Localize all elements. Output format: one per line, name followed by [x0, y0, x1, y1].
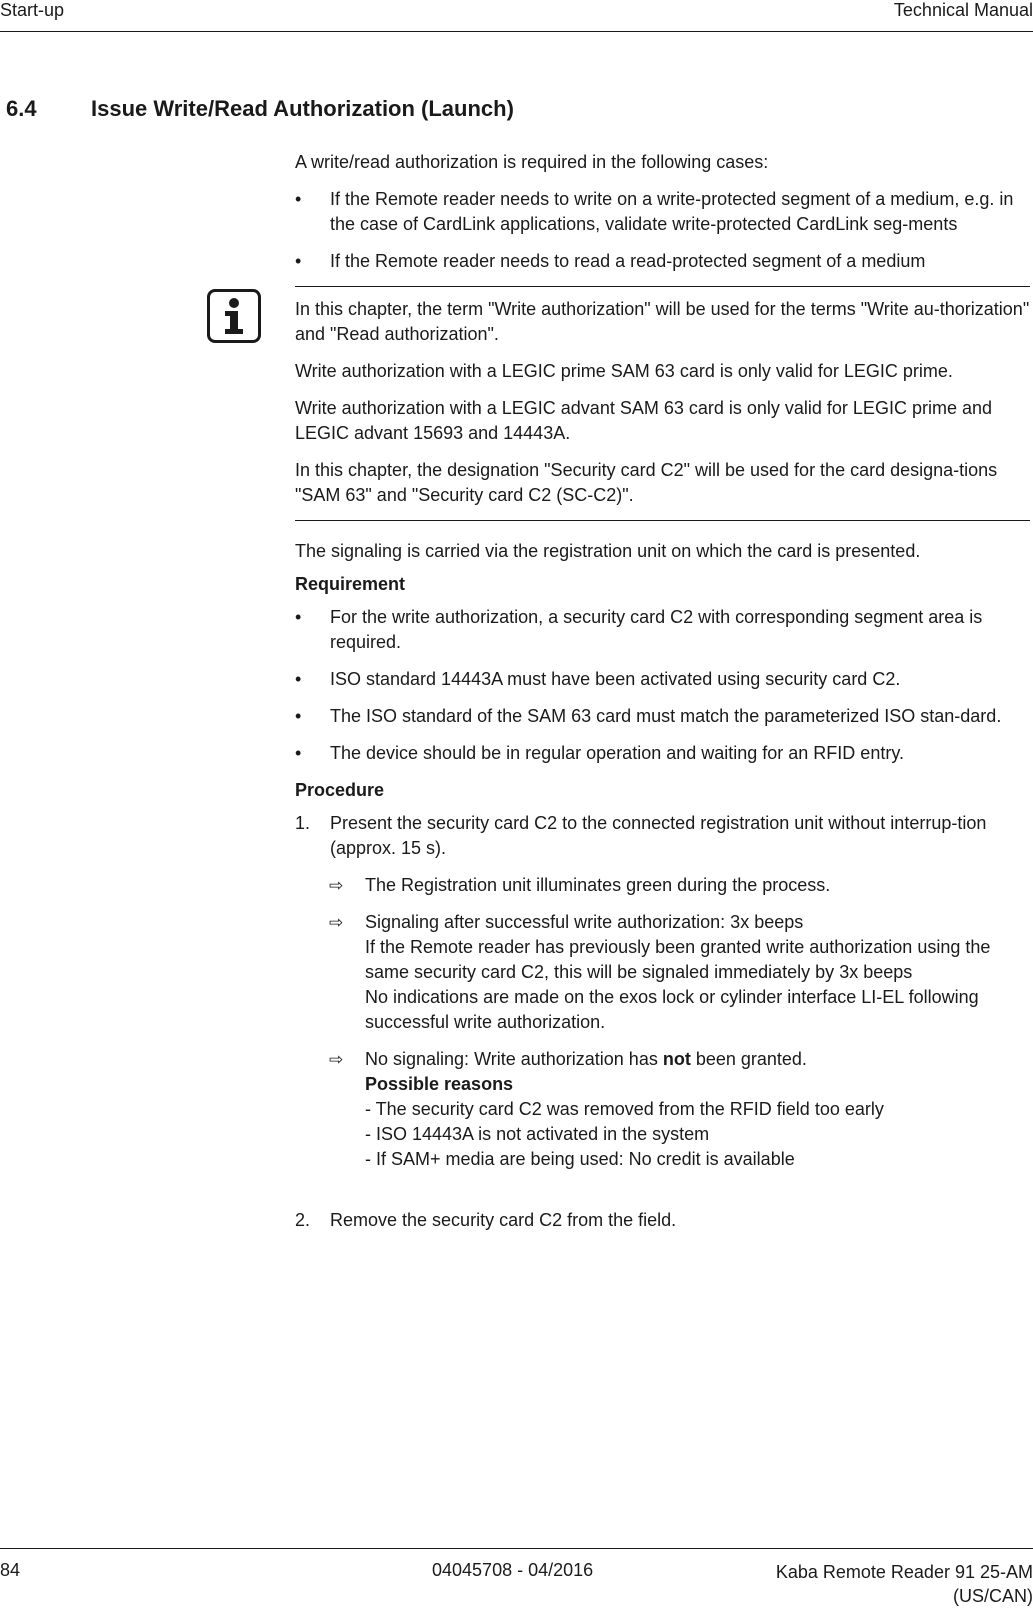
list-item — [295, 249, 1030, 274]
note-paragraph: Write authorization with a LEGIC advant SAM 63 card is only valid for LEGIC prime and LEGIC advant 15693 and 14443A. — [295, 398, 992, 443]
list-item — [295, 704, 1030, 729]
procedure-step — [295, 1208, 1030, 1233]
result-item — [295, 1047, 1030, 1172]
bullet: • — [295, 251, 302, 271]
header-left: Start-up — [0, 0, 65, 20]
result-arrow-icon: ⇨ — [329, 913, 344, 932]
main-content — [295, 150, 1030, 1245]
info-icon — [207, 289, 261, 343]
step-text: Remove the security card C2 from the field. — [330, 1210, 677, 1230]
section-number: 6.4 — [6, 96, 37, 121]
requirement-text: The ISO standard of the SAM 63 card must match the parameterized ISO stan-dard. — [330, 706, 1002, 726]
reason-line: - ISO 14443A is not activated in the system — [365, 1124, 710, 1144]
footer-divider — [0, 1548, 1033, 1549]
result-line: If the Remote reader has previously been granted write authorization using the same security card C2, this will be signaled immediately by 3x beeps — [365, 937, 991, 982]
product-name: Kaba Remote Reader 91 25-AM (US/CAN) — [775, 1562, 1033, 1606]
info-note — [295, 286, 1030, 521]
case-text: If the Remote reader needs to write on a write-protected segment of a medium, e.g. in the case of CardLink applications, validate write-protected CardLink seg-ments — [330, 189, 1014, 234]
bullet: • — [295, 706, 302, 726]
intro-text: A write/read authorization is required in the following cases: — [295, 152, 769, 172]
bullet: • — [295, 189, 302, 209]
note-paragraph: In this chapter, the term "Write authorization" will be used for the terms "Write au-thorization" and "Read authorization". — [295, 299, 1030, 344]
requirement-text: For the write authorization, a security card C2 with corresponding segment area is required. — [330, 607, 983, 652]
bullet: • — [295, 669, 302, 689]
result-arrow-icon: ⇨ — [329, 1050, 344, 1069]
header-divider — [0, 31, 1033, 32]
step-text: Present the security card C2 to the connected registration unit without interrup-tion (approx. 15 s). — [330, 813, 987, 858]
result-text: The Registration unit illuminates green during the process. — [365, 875, 831, 895]
procedure-heading: Procedure — [295, 780, 385, 800]
list-item — [295, 667, 1030, 692]
step-number: 1. — [295, 813, 311, 833]
result-item — [295, 910, 1030, 1035]
list-item — [295, 741, 1030, 766]
requirement-text: ISO standard 14443A must have been activated using security card C2. — [330, 669, 901, 689]
requirement-text: The device should be in regular operation and waiting for an RFID entry. — [330, 743, 904, 763]
result-item — [295, 873, 1030, 898]
header-right: Technical Manual — [893, 0, 1033, 20]
result-line — [365, 1047, 1030, 1072]
result-text-pre: No signaling: Write authorization has — [365, 1049, 663, 1069]
bullet: • — [295, 743, 302, 763]
result-text-post: been granted. — [690, 1049, 807, 1069]
reason-line: - If SAM+ media are being used: No credit is available — [365, 1149, 795, 1169]
bullet: • — [295, 607, 302, 627]
result-line: Signaling after successful write authorization: 3x beeps — [365, 912, 804, 932]
note-paragraph: In this chapter, the designation "Security card C2" will be used for the card designa-tions "SAM 63" and "Security card C2 (SC-C2)". — [295, 460, 998, 505]
reason-line: - The security card C2 was removed from the RFID field too early — [365, 1099, 884, 1119]
list-item — [295, 605, 1030, 655]
list-item — [295, 187, 1030, 237]
procedure-step — [295, 811, 1030, 861]
note-paragraph: Write authorization with a LEGIC prime SAM 63 card is only valid for LEGIC prime. — [295, 361, 953, 381]
reasons-heading: Possible reasons — [365, 1074, 514, 1094]
section-title: Issue Write/Read Authorization (Launch) — [91, 96, 514, 121]
requirement-heading: Requirement — [295, 574, 406, 594]
signaling-text: The signaling is carried via the registration unit on which the card is presented. — [295, 541, 921, 561]
page-number: 84 — [0, 1560, 21, 1580]
step-number: 2. — [295, 1210, 311, 1230]
result-arrow-icon: ⇨ — [329, 876, 344, 895]
result-line: No indications are made on the exos lock or cylinder interface LI-EL following successful write authorization. — [365, 987, 979, 1032]
result-text-bold: not — [662, 1049, 691, 1069]
document-number: 04045708 - 04/2016 — [432, 1560, 594, 1580]
case-text: If the Remote reader needs to read a read-protected segment of a medium — [330, 251, 926, 271]
